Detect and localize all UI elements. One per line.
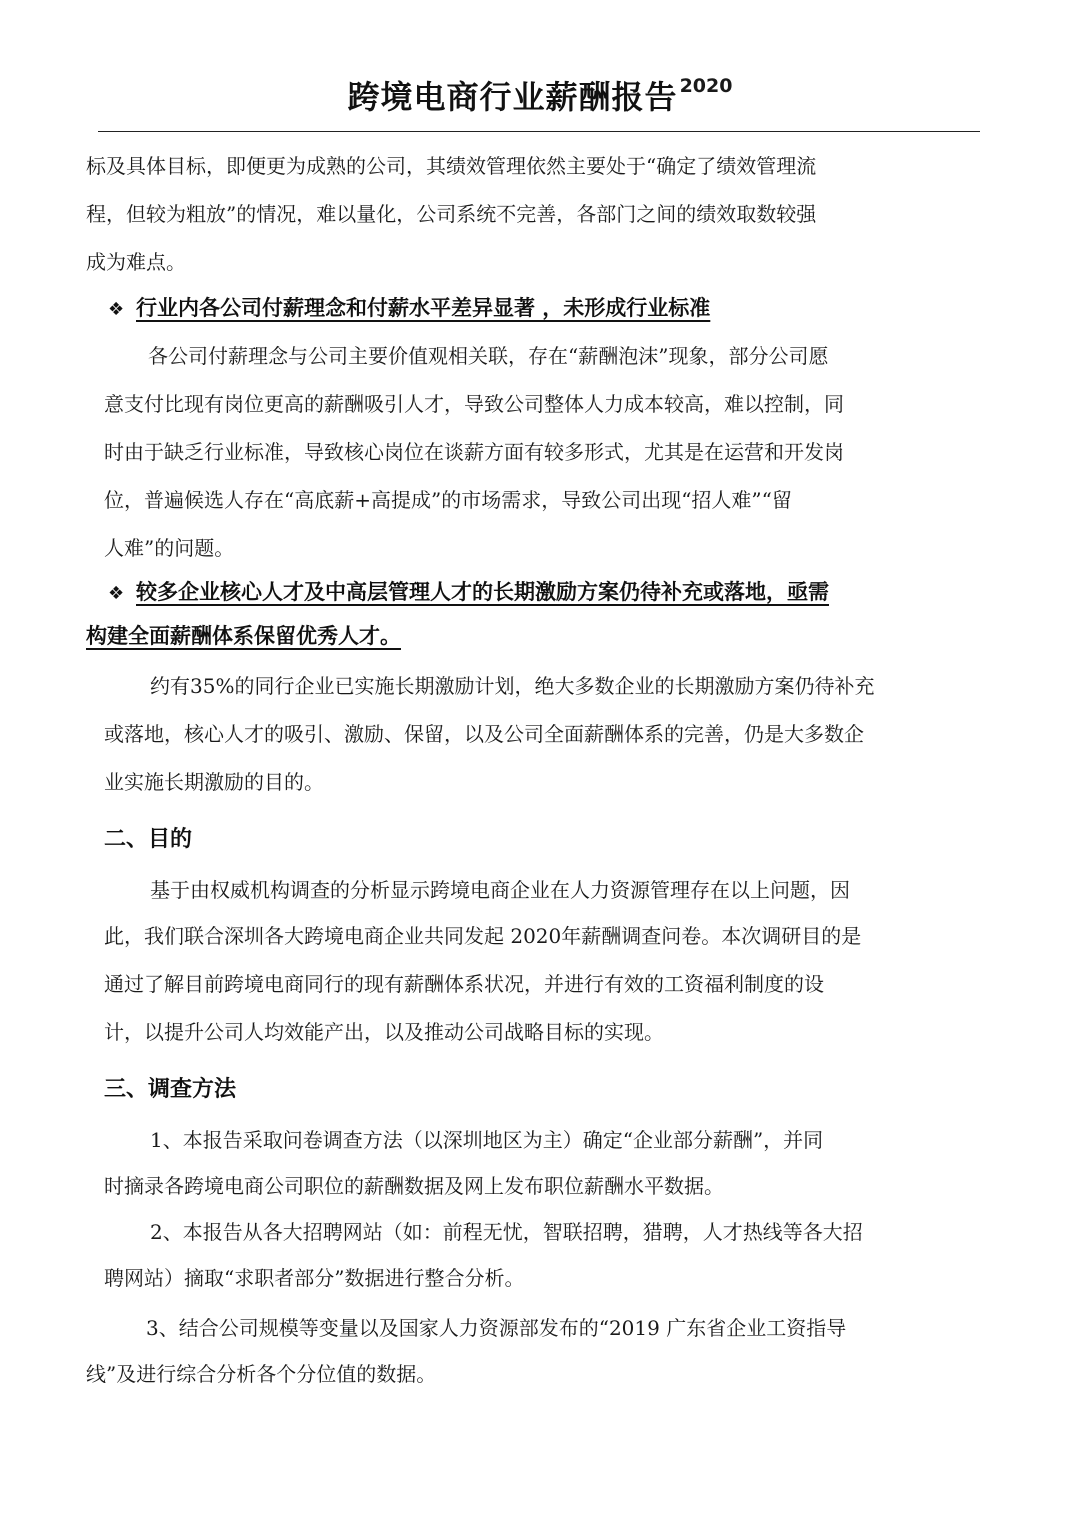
- bullet-text: 行业内各公司付薪理念和付薪水平差异显著 ，未形成行业标准: [136, 296, 711, 320]
- incentive-paragraph: [104, 710, 864, 806]
- bullet-heading-pay-philosophy: [108, 284, 710, 334]
- method-item-1: [104, 1162, 724, 1210]
- text-line: 此，我们联合深圳各大跨境电商企业共同发起 2020年薪酬调查问卷。本次调研目的是: [104, 924, 862, 948]
- text-line: 聘网站）摘取“求职者部分”数据进行整合分析。: [104, 1266, 525, 1290]
- title-year: 2020: [679, 75, 733, 97]
- method-item-3: [86, 1350, 436, 1398]
- text-line: 人难”的问题。: [104, 536, 235, 560]
- purpose-paragraph-first-line: [150, 866, 850, 914]
- diamond-bullet-icon: ❖: [108, 299, 125, 320]
- bullet-text: 构建全面薪酬体系保留优秀人才。: [86, 624, 401, 648]
- method-item-1-first-line: [150, 1116, 823, 1164]
- header-rule: [98, 131, 980, 132]
- text-line: 时由于缺乏行业标准，导致核心岗位在谈薪方面有较多形式，尤其是在运营和开发岗: [104, 440, 844, 464]
- text-line: 3、结合公司规模等变量以及国家人力资源部发布的“2019 广东省企业工资指导: [146, 1316, 847, 1340]
- section-heading-purpose: 二、目的: [104, 827, 193, 852]
- intro-paragraph: [86, 142, 816, 286]
- page-header: [0, 72, 1080, 118]
- text-line: 标及具体目标，即便更为成熟的公司，其绩效管理依然主要处于“确定了绩效管理流: [86, 154, 817, 178]
- text-line: 2、本报告从各大招聘网站（如：前程无忧，智联招聘，猎聘，人才热线等各大招: [150, 1220, 863, 1244]
- method-item-3-first-line: [146, 1304, 846, 1352]
- method-item-2-first-line: [150, 1208, 863, 1256]
- purpose-paragraph: [104, 912, 861, 1056]
- incentive-paragraph-first-line: [150, 662, 874, 710]
- text-line: 位，普遍候选人存在“高底薪+高提成”的市场需求，导致公司出现“招人难”“留: [104, 488, 792, 512]
- pay-philosophy-paragraph-first-line: [148, 332, 828, 380]
- text-line: 程，但较为粗放”的情况，难以量化，公司系统不完善，各部门之间的绩效取数较强: [86, 202, 817, 226]
- text-line: 时摘录各跨境电商公司职位的薪酬数据及网上发布职位薪酬水平数据。: [104, 1174, 724, 1198]
- page-title: 跨境电商行业薪酬报告: [347, 78, 678, 116]
- section-heading-method: 三、调查方法: [104, 1077, 237, 1102]
- bullet-heading-continuation: [86, 612, 401, 660]
- text-line: 或落地，核心人才的吸引、激励、保留，以及公司全面薪酬体系的完善，仍是大多数企: [104, 722, 864, 746]
- pay-philosophy-paragraph: [104, 380, 844, 572]
- bullet-text: 较多企业核心人才及中高层管理人才的长期激励方案仍待补充或落地，亟需: [136, 580, 829, 604]
- bullet-heading-long-term-incentive: [108, 568, 829, 618]
- text-line: 业实施长期激励的目的。: [104, 770, 324, 794]
- text-line: 1、本报告采取问卷调查方法（以深圳地区为主）确定“企业部分薪酬”，并同: [150, 1128, 824, 1152]
- text-line: 线”及进行综合分析各个分位值的数据。: [86, 1362, 437, 1386]
- text-line: 基于由权威机构调查的分析显示跨境电商企业在人力资源管理存在以上问题，因: [150, 878, 850, 902]
- method-item-2: [104, 1254, 524, 1302]
- text-line: 意支付比现有岗位更高的薪酬吸引人才，导致公司整体人力成本较高，难以控制，同: [104, 392, 844, 416]
- text-line: 计，以提升公司人均效能产出，以及推动公司战略目标的实现。: [104, 1020, 664, 1044]
- text-line: 通过了解目前跨境电商同行的现有薪酬体系状况，并进行有效的工资福利制度的设: [104, 972, 824, 996]
- text-line: 约有35%的同行企业已实施长期激励计划，绝大多数企业的长期激励方案仍待补充: [150, 674, 875, 698]
- text-line: 成为难点。: [86, 250, 186, 274]
- diamond-bullet-icon: ❖: [108, 583, 125, 604]
- text-line: 各公司付薪理念与公司主要价值观相关联，存在“薪酬泡沫”现象，部分公司愿: [148, 344, 829, 368]
